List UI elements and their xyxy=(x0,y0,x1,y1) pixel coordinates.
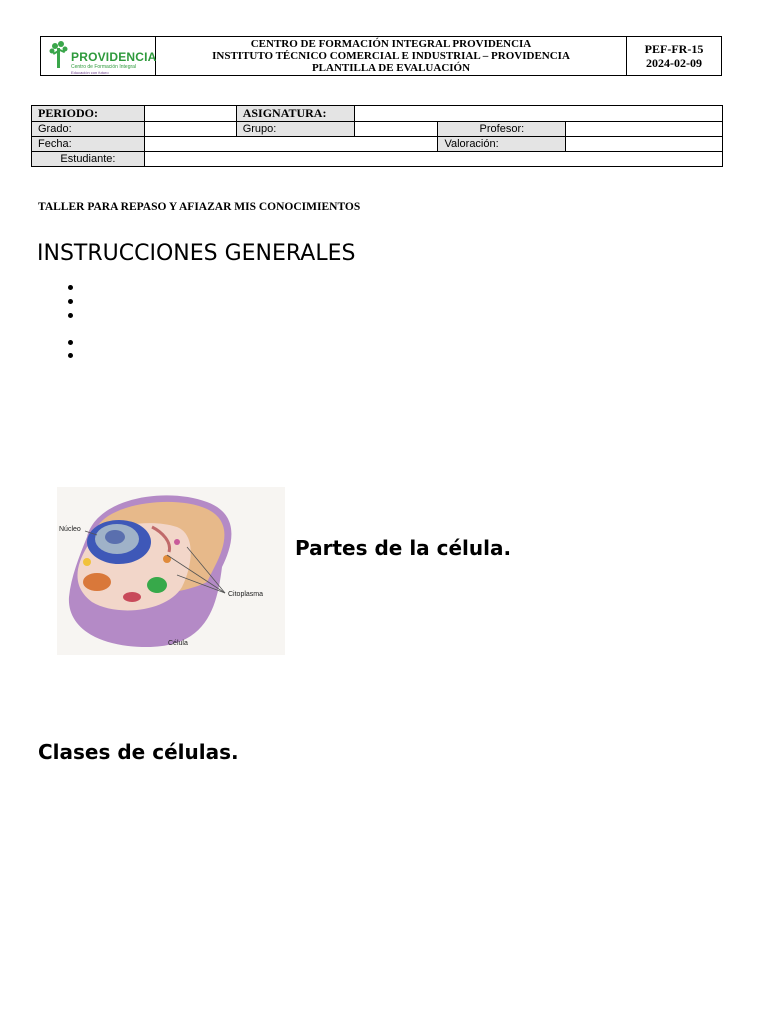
periodo-label: PERIODO: xyxy=(32,106,145,122)
fecha-label: Fecha: xyxy=(32,137,145,152)
document-code: PEF-FR-15 xyxy=(644,42,704,56)
workshop-title: TALLER PARA REPASO Y AFIAZAR MIS CONOCIMIENTOS xyxy=(38,201,361,213)
grado-label: Grado: xyxy=(32,122,145,137)
label-citoplasma: Citoplasma xyxy=(228,591,264,598)
estudiante-label: Estudiante: xyxy=(32,152,145,167)
logo-tagline: Educación con futuro xyxy=(71,70,109,75)
valoracion-field[interactable] xyxy=(566,137,723,152)
instruction-bullet xyxy=(68,353,73,358)
instructions-heading: INSTRUCCIONES GENERALES xyxy=(37,241,356,266)
fecha-field[interactable] xyxy=(144,137,438,152)
grado-field[interactable] xyxy=(144,122,236,137)
instruction-bullet xyxy=(68,299,73,304)
asignatura-field[interactable] xyxy=(354,106,722,122)
estudiante-field[interactable] xyxy=(144,152,722,167)
grupo-field[interactable] xyxy=(354,122,438,137)
asignatura-label: ASIGNATURA: xyxy=(236,106,354,122)
cell-parts-heading: Partes de la célula. xyxy=(295,536,512,560)
profesor-label: Profesor: xyxy=(438,122,566,137)
header-line-institute: INSTITUTO TÉCNICO COMERCIAL E INDUSTRIAL – PROVIDENCIA xyxy=(212,50,570,62)
cell-diagram-image xyxy=(57,487,285,655)
cell-types-heading: Clases de células. xyxy=(38,740,239,764)
header-title-block xyxy=(156,37,627,75)
institution-logo xyxy=(41,37,156,75)
grupo-label: Grupo: xyxy=(236,122,354,137)
instruction-bullet xyxy=(68,285,73,290)
logo-brand-text: PROVIDENCIA xyxy=(71,50,157,64)
instruction-bullet xyxy=(68,313,73,318)
header-line-template: PLANTILLA DE EVALUACIÓN xyxy=(311,62,471,74)
profesor-field[interactable] xyxy=(566,122,723,137)
label-nucleo: Núcleo xyxy=(59,526,81,533)
document-header xyxy=(40,36,722,76)
document-date: 2024-02-09 xyxy=(646,56,702,70)
logo-subtitle: Centro de Formación Integral xyxy=(71,64,137,70)
instruction-bullet xyxy=(68,340,73,345)
periodo-field[interactable] xyxy=(144,106,236,122)
student-info-table xyxy=(31,105,723,167)
header-line-institution: CENTRO DE FORMACIÓN INTEGRAL PROVIDENCIA xyxy=(250,38,532,50)
label-celula: Célula xyxy=(168,640,188,647)
header-code-block xyxy=(627,37,721,75)
valoracion-label: Valoración: xyxy=(438,137,566,152)
